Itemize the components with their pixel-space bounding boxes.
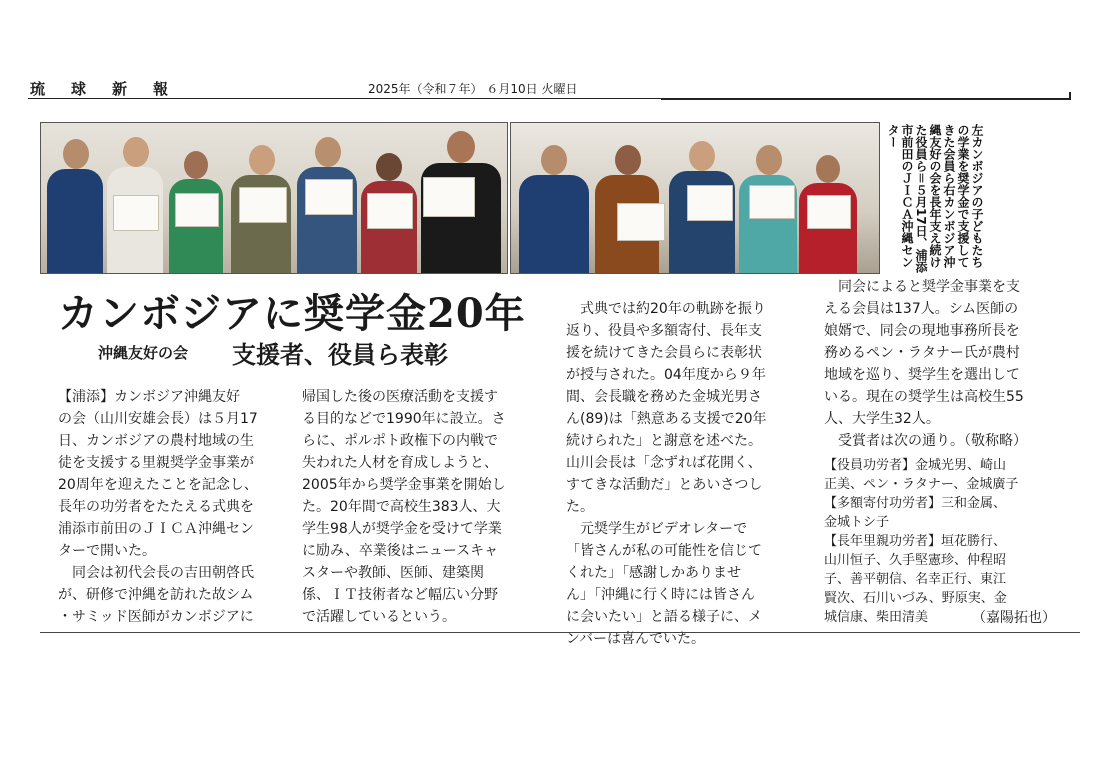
photo-person — [361, 151, 417, 273]
award-recipient-list: 【役員功労者】金城光男、崎山 正美、ペン・ラタナー、金城廣子 【多額寄付功労者】三和金属、 金城トシ子 【長年里親功労者】垣花勝行、 山川恒子、久手堅憲珍、仲程昭 子、善平朝信、名幸正行、東江 賢次、石川いづみ、野原実、金 城信康、柴田清美 — [824, 458, 1019, 625]
photo-person — [595, 141, 659, 273]
photo-caption: 左カンボジアの子どもたちの学業を奨学金で支援してきた会員ら右カンボジア沖縄友好の会を長年支え続けた役員ら＝５月17日、浦添市前田のＪＩＣＡ沖縄センター — [886, 124, 984, 273]
header-rule-tick — [1069, 92, 1071, 100]
award-photo-members — [40, 122, 508, 274]
photo-person — [669, 137, 735, 273]
article-column-3: 式典では約20年の軌跡を振り 返り、役員や多額寄付、長年支 援を続けてきた会員らに表彰状 が授与された。04年度から９年 間、会長職を務めた金城光男さ ん(89)は「熱意ある支援で20年 続けられた」と謝意を述べた。 山川会長は「念ずれば花開く、 すてきな活動だ」とあいさつし た。 元奨学生がビデオレターで 「皆さんが私の可能性を信じて くれた」「感謝しかありませ ん」「沖縄に行く時には皆さん に会いたい」と語る様子に、メ ンバーは喜んでいた。 — [566, 301, 767, 647]
photo-person — [231, 141, 291, 273]
issue-date: 2025年（令和７年） ６月10日 火曜日 — [368, 82, 578, 96]
header-rule — [661, 98, 1071, 100]
photo-person — [169, 149, 223, 273]
photo-person — [107, 133, 163, 273]
subhead-organization: 沖縄友好の会 — [98, 344, 189, 362]
article-column-1: 【浦添】カンボジア沖縄友好 の会（山川安雄会長）は５月17 日、カンボジアの農村地域の生 徒を支援する里親奨学金事業が 20周年を迎えたことを記念し、 長年の功労者をたたえる式典を 浦添市前田のＪＩＣＡ沖縄セン ターで開いた。 同会は初代会長の吉田朝啓氏 が、研修で沖縄を訪れた故シム ・サミッド医師がカンボジアに — [58, 389, 258, 625]
award-photo-officers — [510, 122, 880, 274]
photo-person — [421, 127, 501, 273]
photo-person — [799, 153, 857, 273]
photo-person — [739, 141, 797, 273]
byline: （嘉陽拓也） — [972, 610, 1056, 626]
masthead-rule — [28, 98, 661, 99]
article-column-4: 同会によると奨学金事業を支 える会員は137人。シム医師の 娘婿で、同会の現地事務所長を 務めるペン・ラタナー氏が農村 地域を巡り、奨学生を選出して いる。現在の奨学生は高校生55 人、大学生32人。 受賞者は次の通り。（敬称略） — [824, 279, 1027, 449]
photo-person — [297, 133, 357, 273]
article-column-2: 帰国した後の医療活動を支援す る目的などで1990年に設立。さ らに、ポルポト政権下の内戦で 失われた人材を育成しようと、 2005年から奨学金事業を開始し た。20年間で高校生383人、大 学生98人が奨学金を受けて学業 に励み、卒業後はニュースキャ スターや教師、医師、建築関 係、ＩＴ技術者など幅広い分野 で活躍しているという。 — [302, 389, 506, 625]
subhead: 支援者、役員ら表彰 — [232, 340, 448, 369]
photo-person — [47, 135, 103, 273]
bottom-rule — [40, 632, 1080, 633]
newspaper-name: 琉球新報 — [30, 80, 195, 98]
photo-person — [519, 141, 589, 273]
headline: カンボジアに奨学金20年 — [58, 290, 526, 337]
